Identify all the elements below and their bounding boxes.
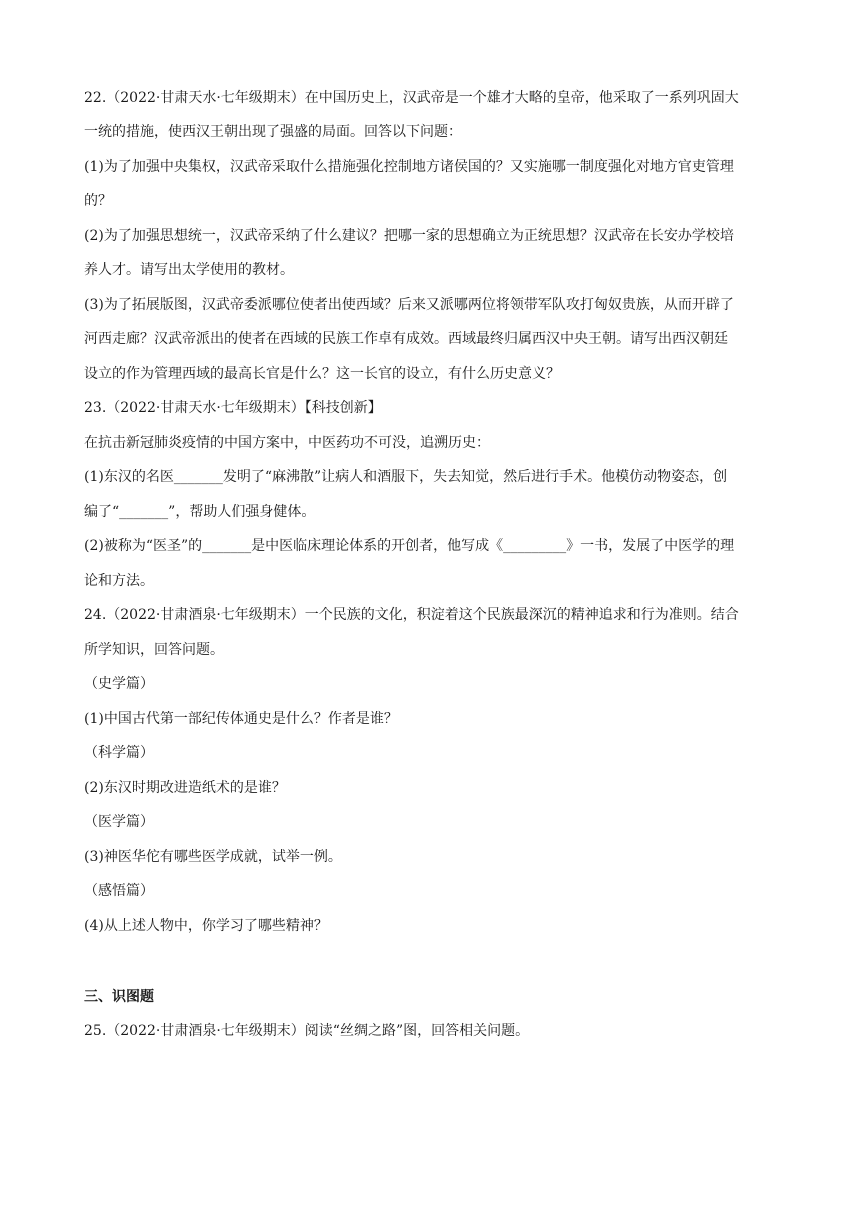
q24-section-reflection: （感悟篇） [84,883,154,899]
q24-part2: (2)东汉时期改进造纸术的是谁？ [84,780,286,796]
q23-part2-line-1: (2)被称为“医圣”的_______是中医临床理论体系的开创者，他写成《_________》一书，发展了中医学的理 [84,538,735,554]
section-heading-map-questions: 三、识图题 [84,989,154,1005]
q22-part2-line-2: 养人才。请写出太学使用的教材。 [84,262,294,278]
q24-part1: (1)中国古代第一部纪传体通史是什么？作者是谁？ [84,711,398,727]
q24-stem-line-2: 所学知识，回答问题。 [84,642,224,658]
q22-stem-line-2: 一统的措施，使西汉王朝出现了强盛的局面。回答以下问题： [84,124,462,140]
q23-intro: 在抗击新冠肺炎疫情的中国方案中，中医药功不可没，追溯历史： [84,435,490,451]
q24-section-history: （史学篇） [84,676,154,692]
q24-stem-line-1: 24.（2022·甘肃酒泉·七年级期末）一个民族的文化，积淀着这个民族最深沉的精神追求和行为准则。结合 [84,607,739,623]
q25-stem: 25.（2022·甘肃酒泉·七年级期末）阅读“丝绸之路”图，回答相关问题。 [84,1023,530,1039]
q24-section-medicine: （医学篇） [84,814,154,830]
q22-part2-line-1: (2)为了加强思想统一，汉武帝采纳了什么建议？把哪一家的思想确立为正统思想？汉武帝在长安办学校培 [84,228,734,244]
q22-part3-line-3: 设立的作为管理西域的最高长官是什么？这一长官的设立，有什么历史意义？ [84,366,560,382]
q24-part3: (3)神医华佗有哪些医学成就，试举一例。 [84,849,342,865]
q22-part1-line-2: 的？ [84,193,112,209]
q22-part1-line-1: (1)为了加强中央集权，汉武帝采取什么措施强化控制地方诸侯国的？又实施哪一制度强化对地方官吏管理 [84,159,734,175]
q23-stem: 23.（2022·甘肃天水·七年级期末）【科技创新】 [84,400,382,416]
q22-part3-line-2: 河西走廊？汉武帝派出的使者在西域的民族工作卓有成效。西域最终归属西汉中央王朝。请写出西汉朝廷 [84,331,728,347]
q22-stem-line-1: 22.（2022·甘肃天水·七年级期末）在中国历史上，汉武帝是一个雄才大略的皇帝，他采取了一系列巩固大 [84,90,739,106]
q24-section-science: （科学篇） [84,745,154,761]
q23-part2-line-2: 论和方法。 [84,573,154,589]
q23-part1-line-2: 编了“_______”，帮助人们强身健体。 [84,504,316,520]
q22-part3-line-1: (3)为了拓展版图，汉武帝委派哪位使者出使西域？后来又派哪两位将领带军队攻打匈奴贵族，从而开辟了 [84,297,734,313]
q23-part1-line-1: (1)东汉的名医_______发明了“麻沸散”让病人和酒服下，失去知觉，然后进行手术。他模仿动物姿态，创 [84,469,728,485]
q24-part4: (4)从上述人物中，你学习了哪些精神？ [84,918,328,934]
